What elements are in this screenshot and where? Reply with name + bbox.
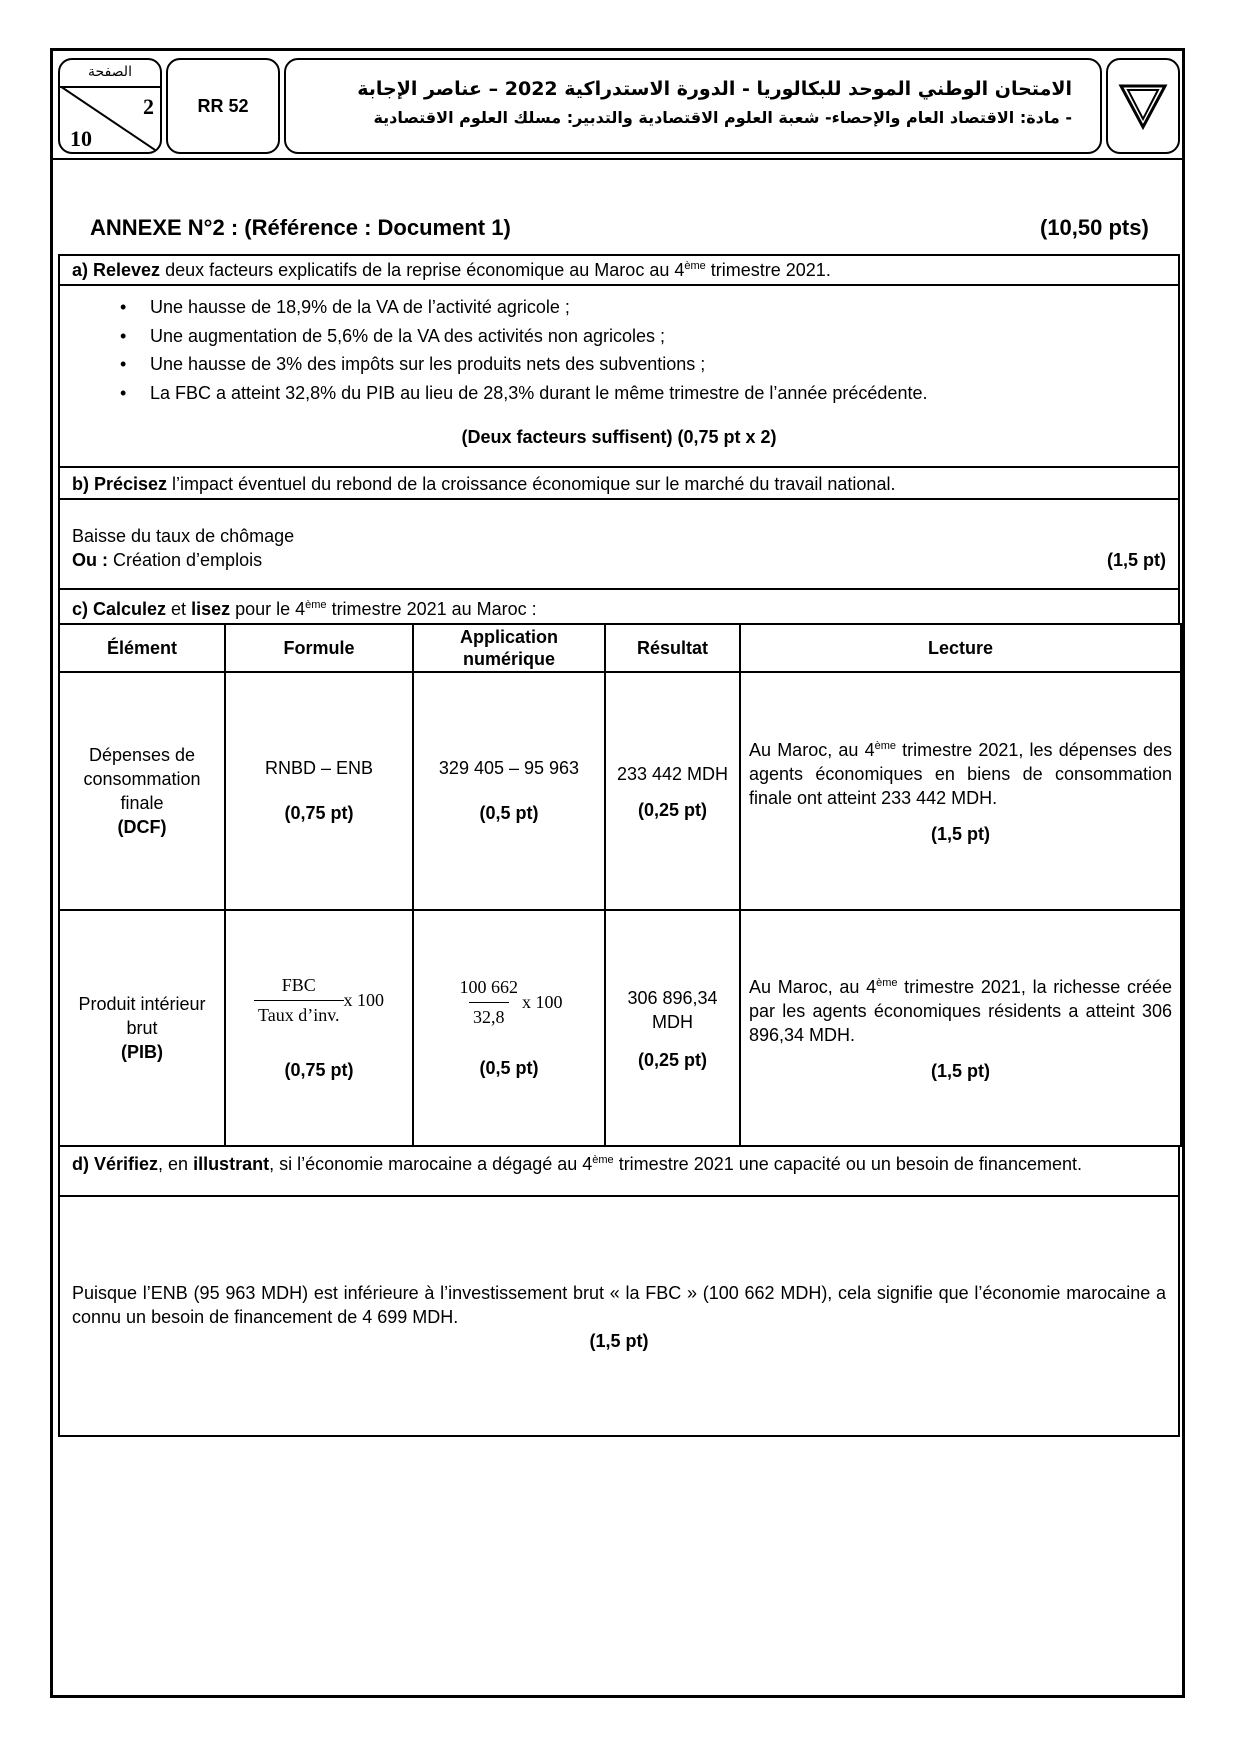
row1-formula-text: RNBD – ENB bbox=[264, 758, 374, 778]
page-label: الصفحة bbox=[60, 60, 160, 88]
calc-table bbox=[58, 623, 1182, 1147]
row1-element bbox=[59, 672, 225, 910]
question-a-sup: ème bbox=[684, 260, 706, 272]
col-header-formule: Formule bbox=[225, 624, 413, 672]
page-total: 10 bbox=[70, 126, 92, 151]
question-d-text: , si l’économie marocaine a dégagé au 4 bbox=[269, 1154, 593, 1174]
question-c-verb2: lisez bbox=[191, 599, 231, 619]
exam-subtitle: - مادة: الاقتصاد العام والإحصاء- شعبة العلوم الاقتصادية والتدبير: مسلك العلوم الاقتصادية bbox=[373, 108, 1072, 127]
answer-b-points: (1,5 pt) bbox=[1106, 550, 1166, 570]
question-b-verb: b) Précisez bbox=[72, 474, 168, 494]
row2-application bbox=[413, 910, 605, 1146]
col-header-application: Application numérique bbox=[413, 624, 605, 672]
row1-result-text: 233 442 MDH bbox=[616, 763, 729, 784]
table-row bbox=[59, 672, 1181, 910]
row2-application-multiplier: x 100 bbox=[522, 992, 563, 1012]
question-c bbox=[58, 588, 1180, 625]
exam-code-box bbox=[166, 58, 280, 154]
row2-reading-points: (1,5 pt) bbox=[930, 1060, 990, 1081]
question-a-text-end: trimestre 2021. bbox=[705, 260, 831, 280]
question-d-mid: , en bbox=[158, 1154, 194, 1174]
answer-d-text: Puisque l’ENB (95 963 MDH) est inférieure à l’investissement brut « la FBC » (100 662 MDH), cela signifie que l’économie marocaine a connu un besoin de financement de 4 699 MDH. bbox=[72, 1283, 1166, 1327]
row2-element bbox=[59, 910, 225, 1146]
list-item: • Une hausse de 3% des impôts sur les produits nets des subventions ; bbox=[120, 350, 1178, 379]
row1-reading bbox=[740, 672, 1181, 910]
row1-reading-sup: ème bbox=[874, 739, 896, 752]
row1-result bbox=[605, 672, 740, 910]
answer-a bbox=[58, 284, 1180, 468]
question-c-text: pour le 4 bbox=[230, 599, 306, 619]
list-item: • La FBC a atteint 32,8% du PIB au lieu de 28,3% durant le même trimestre de l’année précédente. bbox=[120, 379, 1178, 408]
col-header-lecture: Lecture bbox=[740, 624, 1181, 672]
answer-b bbox=[58, 498, 1180, 590]
page-current: 2 bbox=[143, 94, 154, 119]
question-a-text: deux facteurs explicatifs de la reprise économique au Maroc au 4 bbox=[160, 260, 685, 280]
annexe-points: (10,50 pts) bbox=[1040, 215, 1149, 240]
answer-b-or: Ou : bbox=[72, 550, 108, 570]
question-a bbox=[58, 254, 1180, 286]
table-row bbox=[59, 910, 1181, 1146]
row2-formula-points: (0,75 pt) bbox=[284, 1060, 354, 1080]
answer-a-note: (Deux facteurs suffisent) (0,75 pt x 2) bbox=[461, 427, 777, 447]
row2-reading-sup: ème bbox=[876, 976, 898, 989]
row2-formula-denominator: Taux d’inv. bbox=[254, 1000, 344, 1026]
question-c-verb1: c) Calculez bbox=[72, 599, 167, 619]
exam-code: RR 52 bbox=[197, 95, 249, 116]
question-d-verb1: d) Vérifiez bbox=[72, 1154, 159, 1174]
annexe-title: ANNEXE N°2 : (Référence : Document 1) bbox=[90, 215, 511, 240]
row2-reading-text: Au Maroc, au 4 bbox=[749, 976, 877, 997]
row1-reading-text-end: trimestre 2021, les dépenses des agents économiques en biens de consommation finale ont atteint 233 442 MDH. bbox=[749, 739, 1172, 808]
question-a-verb: a) Relevez bbox=[72, 260, 161, 280]
row2-formula bbox=[225, 910, 413, 1146]
answer-d-points: (1,5 pt) bbox=[589, 1331, 649, 1351]
question-b-text: l’impact éventuel du rebond de la croissance économique sur le marché du travail national. bbox=[167, 474, 896, 494]
row1-reading-points: (1,5 pt) bbox=[930, 823, 990, 844]
row1-formula-points: (0,75 pt) bbox=[284, 803, 354, 823]
row1-application-text: 329 405 – 95 963 bbox=[438, 758, 580, 778]
question-c-and: et bbox=[166, 599, 192, 619]
answer-b-line1: Baisse du taux de chômage bbox=[72, 526, 295, 546]
answer-d bbox=[58, 1195, 1180, 1437]
list-item: • Une augmentation de 5,6% de la VA des activités non agricoles ; bbox=[120, 322, 1178, 351]
col-header-element: Élément bbox=[59, 624, 225, 672]
exam-title-box bbox=[284, 58, 1102, 154]
row2-result bbox=[605, 910, 740, 1146]
triangle-logo-icon bbox=[1118, 82, 1168, 130]
table-header-row bbox=[59, 624, 1181, 672]
question-d-verb2: illustrant bbox=[193, 1154, 270, 1174]
row2-result-points: (0,25 pt) bbox=[637, 1049, 707, 1070]
row2-application-fraction bbox=[456, 977, 563, 1028]
logo-box bbox=[1106, 58, 1180, 154]
col-header-resultat: Résultat bbox=[605, 624, 740, 672]
question-d-text-end: trimestre 2021 une capacité ou un besoin de financement. bbox=[613, 1154, 1082, 1174]
answer-a-list bbox=[60, 293, 1178, 407]
row1-application bbox=[413, 672, 605, 910]
header-rule bbox=[50, 158, 1185, 160]
question-b bbox=[58, 466, 1180, 500]
row2-reading-text-end: trimestre 2021, la richesse créée par les agents économiques résidents a atteint 306 896,34 MDH. bbox=[749, 976, 1172, 1045]
row1-result-points: (0,25 pt) bbox=[637, 799, 707, 820]
row1-element-name: Dépenses de consommation finale bbox=[83, 745, 201, 813]
row1-element-abbr: (DCF) bbox=[117, 817, 167, 837]
row2-reading bbox=[740, 910, 1181, 1146]
question-c-sup: ème bbox=[305, 599, 327, 611]
row1-formula bbox=[225, 672, 413, 910]
answer-b-line2: Création d’emplois bbox=[108, 550, 263, 570]
row1-reading-text: Au Maroc, au 4 bbox=[749, 739, 875, 760]
exam-title: الامتحان الوطني الموحد للبكالوريا - الدورة الاستدراكية 2022 – عناصر الإجابة bbox=[357, 78, 1072, 100]
row2-formula-multiplier: x 100 bbox=[343, 990, 385, 1010]
row2-formula-numerator: FBC bbox=[281, 975, 316, 995]
row2-element-name: Produit intérieur brut bbox=[78, 994, 206, 1038]
list-item: • Une hausse de 18,9% de la VA de l’activité agricole ; bbox=[120, 293, 1178, 322]
row2-application-points: (0,5 pt) bbox=[479, 1058, 539, 1078]
row2-element-abbr: (PIB) bbox=[121, 1042, 163, 1062]
question-c-text-end: trimestre 2021 au Maroc : bbox=[326, 599, 537, 619]
row2-application-denominator: 32,8 bbox=[469, 1002, 509, 1028]
question-d-sup: ème bbox=[592, 1154, 614, 1166]
row2-result-text: 306 896,34 MDH bbox=[627, 987, 718, 1032]
row2-application-numerator: 100 662 bbox=[459, 977, 518, 997]
question-d bbox=[58, 1145, 1180, 1197]
page-number-box bbox=[58, 58, 162, 154]
row2-formula-fraction bbox=[254, 975, 384, 1026]
row1-application-points: (0,5 pt) bbox=[479, 803, 539, 823]
